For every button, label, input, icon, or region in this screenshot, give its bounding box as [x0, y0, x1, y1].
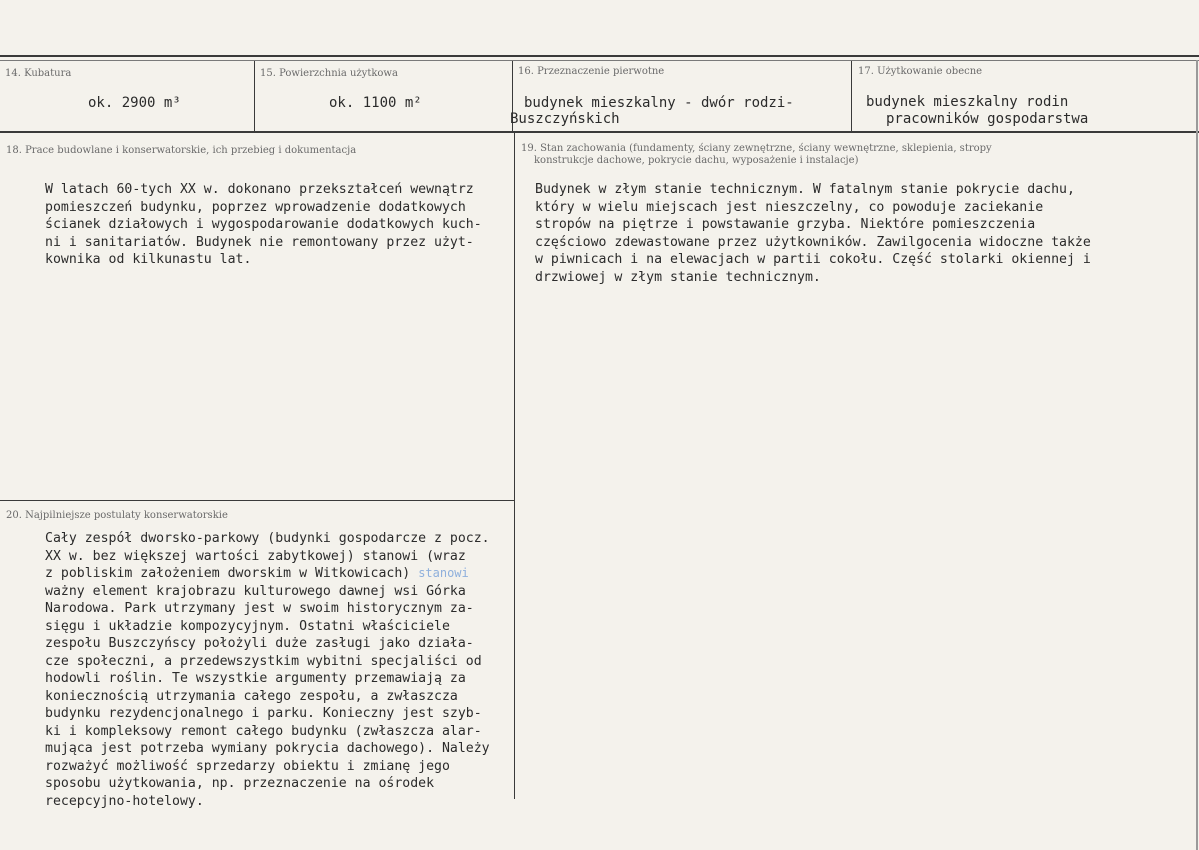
field-16-line-2: Buszczyńskich: [510, 111, 620, 127]
field-19-line: w piwnicach i na elewacjach w partii cokołu. Część stolarki okiennej i: [535, 252, 1091, 267]
handwritten-note: stanowi: [418, 566, 469, 580]
field-20-line: sięgu i układzie kompozycyjnym. Ostatni właściciele: [45, 618, 450, 634]
field-17-label: 17. Użytkowanie obecne: [858, 66, 983, 77]
field-18-line: W latach 60-tych XX w. dokonano przekształceń wewnątrz: [45, 182, 474, 197]
field-20-line: XX w. bez większej wartości zabytkowej) stanowi (wraz: [45, 548, 466, 564]
field-20-line: ważny element krajobrazu kulturowego dawnej wsi Górka: [45, 583, 466, 599]
field-20-line: zespołu Buszczyńscy położyli duże zasługi jako działa-: [45, 636, 474, 651]
field-18-line: ni i sanitariatów. Budynek nie remontowany przez użyt-: [45, 234, 474, 250]
field-14-label: 14. Kubatura: [5, 68, 72, 79]
divider-14-15: [254, 61, 255, 132]
field-20-line: rozważyć możliwość sprzedarzy obiektu i zmianę jego: [45, 758, 450, 774]
field-20-line: koniecznością utrzymania całego zespołu, a zwłaszcza: [45, 688, 458, 704]
field-20-line: ki i kompleksowy remont całego budynku (zwłaszcza alar-: [45, 723, 482, 739]
field-20-line: Cały zespół dworsko-parkowy (budynki gospodarcze z pocz.: [45, 531, 490, 546]
field-20-label: 20. Najpilniejsze postulaty konserwatorskie: [6, 510, 228, 521]
top-rule-thin: [0, 60, 1199, 61]
field-17-line-2: pracowników gospodarstwa: [886, 111, 1089, 127]
field-18-label: 18. Prace budowlane i konserwatorskie, ich przebieg i dokumentacja: [6, 145, 357, 156]
row1-rule: [0, 131, 1199, 133]
field-20-line-text: z pobliskim założeniem dworskim w Witkowicach): [45, 566, 411, 581]
field-18-text: [45, 181, 482, 269]
divider-18-19: [514, 133, 515, 799]
divider-16-17: [851, 61, 852, 132]
field-15-value: ok. 1100 m²: [329, 95, 422, 111]
field-19-line: Budynek w złym stanie technicznym. W fatalnym stanie pokrycie dachu,: [535, 182, 1075, 197]
field-17-line-1: budynek mieszkalny rodin: [866, 94, 1069, 110]
field-19-label-line-2: konstrukcje dachowe, pokrycie dachu, wyposażenie i instalacje): [534, 155, 859, 166]
field-20-line: cze społeczni, a przedewszystkim wybitni specjaliści od: [45, 653, 482, 669]
field-19-label-line-1: 19. Stan zachowania (fundamenty, ściany zewnętrzne, ściany wewnętrzne, sklepienia, stropy: [521, 143, 992, 154]
field-20-line: budynku rezydencjonalnego i parku. Konieczny jest szyb-: [45, 706, 482, 721]
field-20-line: Narodowa. Park utrzymany jest w swoim historycznym za-: [45, 601, 474, 616]
field-16-label: 16. Przeznaczenie pierwotne: [518, 66, 665, 77]
field-18-line: pomieszczeń budynku, poprzez wprowadzenie dodatkowych: [45, 199, 466, 215]
field-20-line: recepcyjno-hotelowy.: [45, 793, 204, 809]
field-18-line: kownika od kilkunastu lat.: [45, 252, 252, 267]
field-19-line: stropów na piętrze i powstawanie grzyba. Niektóre pomieszczenia: [535, 217, 1036, 232]
row2-rule: [0, 500, 515, 501]
field-16-line-1: budynek mieszkalny - dwór rodzi-: [524, 95, 794, 111]
field-19-line: drzwiowej w złym stanie technicznym.: [535, 269, 821, 285]
field-20-text: [45, 530, 490, 810]
field-20-line: hodowli roślin. Te wszystkie argumenty przemawiają za: [45, 671, 466, 686]
field-19-line: częściowo zdewastowane przez użytkowników. Zawilgocenia widoczne także: [535, 234, 1091, 250]
field-19-line: który w wielu miejscach jest nieszczelny, co powoduje zaciekanie: [535, 199, 1044, 215]
field-19-text: [535, 181, 1091, 286]
field-15-label: 15. Powierzchnia użytkowa: [260, 68, 398, 79]
field-20-line: mująca jest potrzeba wymiany pokrycia dachowego). Należy: [45, 741, 490, 756]
field-20-line: sposobu użytkowania, np. przeznaczenie na ośrodek: [45, 776, 435, 791]
field-18-line: ścianek działowych i wygospodarowanie dodatkowych kuch-: [45, 217, 482, 232]
right-edge: [1196, 60, 1198, 850]
field-14-value: ok. 2900 m³: [88, 95, 181, 111]
top-rule: [0, 55, 1199, 57]
field-20-line: [45, 565, 490, 583]
